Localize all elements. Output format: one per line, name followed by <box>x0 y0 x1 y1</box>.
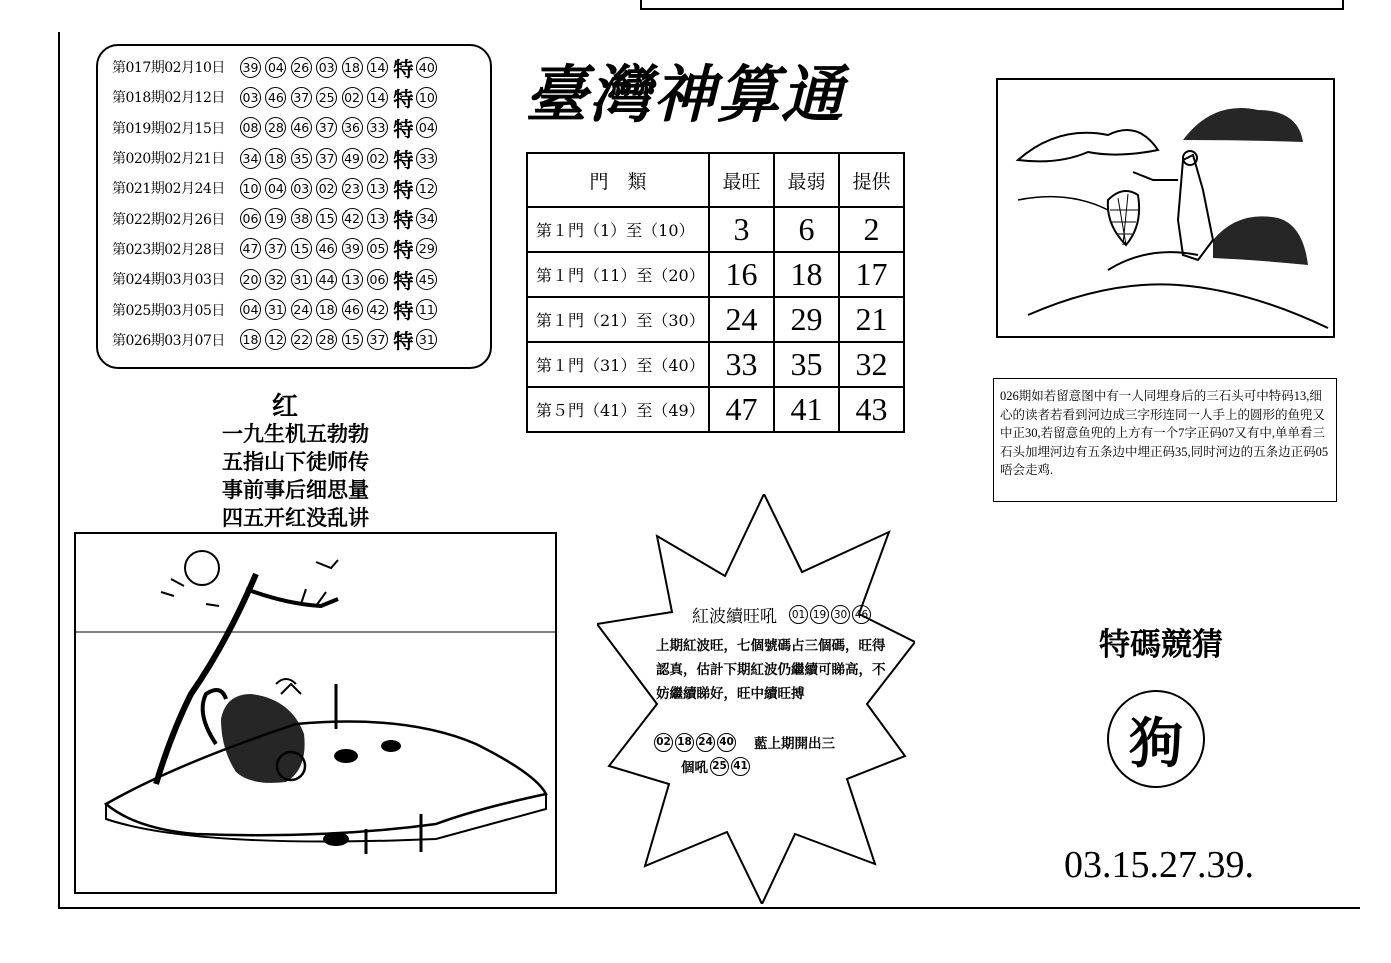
number-ball: 13 <box>367 208 388 229</box>
value-cell: 43 <box>839 387 904 432</box>
number-ball: 23 <box>342 178 363 199</box>
special-ball: 10 <box>416 87 437 108</box>
number-ball: 37 <box>265 238 286 259</box>
history-row <box>112 325 490 355</box>
number-ball: 24 <box>696 733 715 752</box>
number-ball: 18 <box>342 57 363 78</box>
poem-line: 四五开红没乱讲 <box>222 505 369 530</box>
special-label: 特 <box>393 238 414 263</box>
number-ball: 15 <box>291 238 312 259</box>
number-ball: 46 <box>342 299 363 320</box>
special-ball: 31 <box>416 329 437 350</box>
number-ball: 28 <box>265 117 286 138</box>
number-ball: 35 <box>291 148 312 169</box>
number-ball: 37 <box>291 87 312 108</box>
history-label: 第025期03月05日 <box>112 302 225 319</box>
special-ball: 04 <box>416 117 437 138</box>
number-ball: 42 <box>367 299 388 320</box>
special-label: 特 <box>393 329 414 354</box>
door-cell: 第１門（21）至（30） <box>527 297 709 342</box>
number-ball: 02 <box>367 148 388 169</box>
number-ball: 13 <box>342 269 363 290</box>
value-cell: 33 <box>709 342 774 387</box>
special-label: 特 <box>393 86 414 111</box>
value-cell: 35 <box>774 342 839 387</box>
number-ball: 46 <box>852 605 871 624</box>
number-ball: 12 <box>265 329 286 350</box>
red-wave-line2-prefix: 個吼 <box>681 760 708 776</box>
table-row <box>527 387 904 432</box>
number-ball: 15 <box>342 329 363 350</box>
number-ball: 46 <box>316 238 337 259</box>
number-ball: 41 <box>731 757 750 776</box>
number-ball: 39 <box>240 57 261 78</box>
red-wave-balls-line2 <box>681 756 750 776</box>
number-ball: 03 <box>240 87 261 108</box>
poem <box>222 420 369 532</box>
table-header-row <box>527 153 904 207</box>
history-label: 第017期02月10日 <box>112 60 225 77</box>
table-row <box>527 297 904 342</box>
number-ball: 18 <box>316 299 337 320</box>
number-ball: 38 <box>291 208 312 229</box>
number-ball: 25 <box>710 757 729 776</box>
number-ball: 19 <box>810 605 829 624</box>
number-ball: 40 <box>717 733 736 752</box>
number-ball: 03 <box>291 178 312 199</box>
value-cell: 24 <box>709 297 774 342</box>
special-ball: 11 <box>416 299 437 320</box>
number-ball: 08 <box>240 117 261 138</box>
number-ball: 06 <box>240 208 261 229</box>
history-row <box>112 113 490 143</box>
number-ball: 02 <box>316 178 337 199</box>
number-ball: 47 <box>240 238 261 259</box>
number-ball: 37 <box>367 329 388 350</box>
special-ball: 34 <box>416 208 437 229</box>
fisherman-drawing <box>998 80 1333 336</box>
number-ball: 15 <box>316 208 337 229</box>
value-cell: 32 <box>839 342 904 387</box>
number-ball: 18 <box>675 733 694 752</box>
number-ball: 49 <box>342 148 363 169</box>
history-row <box>112 294 490 324</box>
red-wave-title-balls <box>787 605 871 624</box>
history-row <box>112 203 490 233</box>
red-wave-balls <box>652 732 835 752</box>
number-ball: 06 <box>367 269 388 290</box>
special-label: 特 <box>393 268 414 293</box>
history-label: 第018期02月12日 <box>112 90 225 107</box>
poem-title: 红 <box>272 392 299 422</box>
header-provide: 提供 <box>839 153 904 207</box>
special-ball: 33 <box>416 148 437 169</box>
door-cell: 第５門（41）至（49） <box>527 387 709 432</box>
number-ball: 10 <box>240 178 261 199</box>
number-ball: 39 <box>342 238 363 259</box>
number-ball: 32 <box>265 269 286 290</box>
number-ball: 44 <box>316 269 337 290</box>
number-ball: 34 <box>240 148 261 169</box>
value-cell: 18 <box>774 252 839 297</box>
number-ball: 03 <box>316 57 337 78</box>
number-ball: 36 <box>342 117 363 138</box>
number-ball: 13 <box>367 178 388 199</box>
draw-history-box <box>96 44 492 369</box>
red-wave-title <box>692 602 871 627</box>
table-row <box>527 252 904 297</box>
number-ball: 02 <box>654 733 673 752</box>
number-ball: 22 <box>291 329 312 350</box>
history-row <box>112 52 490 82</box>
number-ball: 42 <box>342 208 363 229</box>
number-ball: 33 <box>367 117 388 138</box>
red-wave-balls-suffix: 藍上期開出三 <box>754 736 835 752</box>
number-ball: 14 <box>367 57 388 78</box>
door-cell: 第１門（31）至（40） <box>527 342 709 387</box>
number-ball: 04 <box>265 178 286 199</box>
fisherman-illustration <box>996 78 1335 338</box>
number-ball: 31 <box>291 269 312 290</box>
table-row <box>527 207 904 252</box>
number-ball: 37 <box>316 117 337 138</box>
history-label: 第023期02月28日 <box>112 241 225 258</box>
history-label: 第024期03月03日 <box>112 272 225 289</box>
red-wave-body: 上期紅波旺，七個號碼占三個碼，旺得認真，估計下期紅波仍繼續可睇高，不妨繼續睇好，旺中續旺搏 <box>656 638 886 702</box>
red-wave-ball-row <box>652 733 736 752</box>
hint-note: 026期如若留意图中有一人同埋身后的三石头可中特码13,细心的读者若看到河边成三字形连同一人手上的圆形的鱼兜又中正30,若留意鱼兜的上方有一个7字正码07又有中,单单看三石头加埋河边有五条边中埋正码35,同时河边的五条边正码05唔会走鸡. <box>993 378 1337 502</box>
special-guess-title: 特碼競猜 <box>1099 627 1223 663</box>
page-title: 臺灣神算通 <box>525 58 846 131</box>
value-cell: 29 <box>774 297 839 342</box>
number-ball: 19 <box>265 208 286 229</box>
red-wave-title-text: 紅波續旺吼 <box>692 607 777 627</box>
history-row <box>112 234 490 264</box>
header-hottest: 最旺 <box>709 153 774 207</box>
top-border-strip <box>640 0 1344 10</box>
number-ball: 18 <box>265 148 286 169</box>
special-label: 特 <box>393 177 414 202</box>
number-ball: 31 <box>265 299 286 320</box>
number-ball: 46 <box>291 117 312 138</box>
value-cell: 2 <box>839 207 904 252</box>
special-label: 特 <box>393 56 414 81</box>
value-cell: 17 <box>839 252 904 297</box>
special-label: 特 <box>393 147 414 172</box>
value-cell: 21 <box>839 297 904 342</box>
header-coldest: 最弱 <box>774 153 839 207</box>
table-row <box>527 342 904 387</box>
poem-line: 五指山下徒师传 <box>222 449 369 474</box>
value-cell: 3 <box>709 207 774 252</box>
value-cell: 16 <box>709 252 774 297</box>
special-ball: 29 <box>416 238 437 259</box>
special-label: 特 <box>393 117 414 142</box>
number-ball: 24 <box>291 299 312 320</box>
number-ball: 18 <box>240 329 261 350</box>
history-label: 第022期02月26日 <box>112 211 225 228</box>
history-row <box>112 173 490 203</box>
number-ball: 26 <box>291 57 312 78</box>
value-cell: 41 <box>774 387 839 432</box>
number-ball: 28 <box>316 329 337 350</box>
number-ball: 02 <box>342 87 363 108</box>
value-cell: 6 <box>774 207 839 252</box>
number-ball: 05 <box>367 238 388 259</box>
red-wave-ball-row2 <box>708 757 750 776</box>
history-row <box>112 143 490 173</box>
special-ball: 12 <box>416 178 437 199</box>
history-label: 第026期03月07日 <box>112 332 225 349</box>
special-numbers: 03.15.27.39. <box>1064 844 1254 886</box>
gate-table <box>526 152 905 433</box>
value-cell: 47 <box>709 387 774 432</box>
number-ball: 25 <box>316 87 337 108</box>
history-label: 第020期02月21日 <box>112 151 225 168</box>
special-label: 特 <box>393 299 414 324</box>
special-ball: 40 <box>416 57 437 78</box>
number-ball: 30 <box>831 605 850 624</box>
monkey-drawing <box>76 534 555 892</box>
special-ball: 45 <box>416 269 437 290</box>
number-ball: 37 <box>316 148 337 169</box>
number-ball: 04 <box>240 299 261 320</box>
door-cell: 第１門（1）至（10） <box>527 207 709 252</box>
number-ball: 04 <box>265 57 286 78</box>
number-ball: 14 <box>367 87 388 108</box>
monkey-illustration <box>74 532 557 894</box>
number-ball: 01 <box>789 605 808 624</box>
zodiac-circle: 狗 <box>1107 690 1205 788</box>
door-cell: 第１門（11）至（20） <box>527 252 709 297</box>
special-label: 特 <box>393 208 414 233</box>
poem-line: 事前事后细思量 <box>222 477 369 502</box>
history-row <box>112 82 490 112</box>
history-row <box>112 264 490 294</box>
history-label: 第021期02月24日 <box>112 181 225 198</box>
number-ball: 46 <box>265 87 286 108</box>
header-door: 門 類 <box>527 153 709 207</box>
history-label: 第019期02月15日 <box>112 120 225 137</box>
number-ball: 20 <box>240 269 261 290</box>
poem-line: 一九生机五勃勃 <box>222 421 369 446</box>
